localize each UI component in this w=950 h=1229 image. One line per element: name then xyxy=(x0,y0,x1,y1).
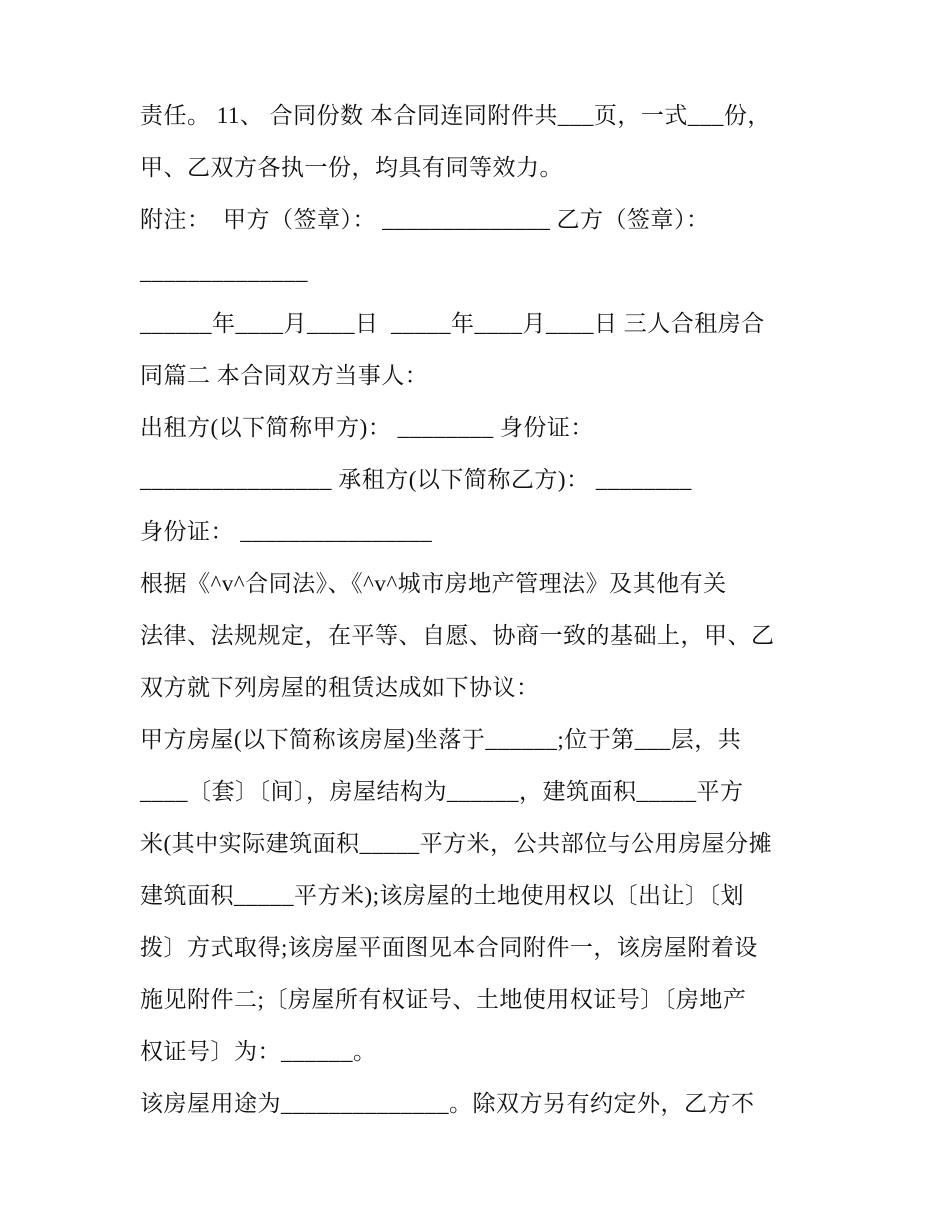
document-line: 甲方房屋(以下简称该房屋)坐落于______;位于第___层，共 xyxy=(140,727,742,752)
document-line: ______________ xyxy=(140,259,308,284)
document-line: 同篇二 本合同双方当事人： xyxy=(140,363,429,388)
document-line: 根据《^v^合同法》、《^v^城市房地产管理法》及其他有关 xyxy=(140,571,727,596)
document-line: ______年____月____日 _____年____月____日 三人合租房合 xyxy=(140,311,765,336)
document-line: 甲、乙双方各执一份，均具有同等效力。 xyxy=(140,155,563,180)
document-line: 拨〕方式取得;该房屋平面图见本合同附件一，该房屋附着设 xyxy=(140,935,758,960)
document-line: 该房屋用途为______________。除双方另有约定外，乙方不 xyxy=(140,1091,755,1116)
document-line: 责任。 11、 合同份数 本合同连同附件共___页，一式___份， xyxy=(140,103,771,128)
document-line: 双方就下列房屋的租赁达成如下协议： xyxy=(140,675,540,700)
document-line: 施见附件二;〔房屋所有权证号、土地使用权证号〕〔房地产 xyxy=(140,987,747,1012)
document-line: 出租方(以下简称甲方)： ________ 身份证： xyxy=(140,415,594,440)
document-line: 米(其中实际建筑面积_____平方米，公共部位与公用房屋分摊 xyxy=(140,831,773,856)
document-line: 附注： 甲方（签章）： ______________ 乙方（签章）： xyxy=(140,207,710,232)
document-line: 建筑面积_____平方米);该房屋的土地使用权以〔出让〕〔划 xyxy=(140,883,745,908)
document-line: 法律、法规规定，在平等、自愿、协商一致的基础上，甲、乙 xyxy=(140,623,775,648)
document-line: 权证号〕为：______。 xyxy=(140,1039,377,1064)
document-line: ________________ 承租方(以下简称乙方)： ________ xyxy=(140,467,692,492)
document-line: ____〔套〕〔间〕，房屋结构为______，建筑面积_____平方 xyxy=(140,779,744,804)
document-line: 身份证： ________________ xyxy=(140,519,433,544)
